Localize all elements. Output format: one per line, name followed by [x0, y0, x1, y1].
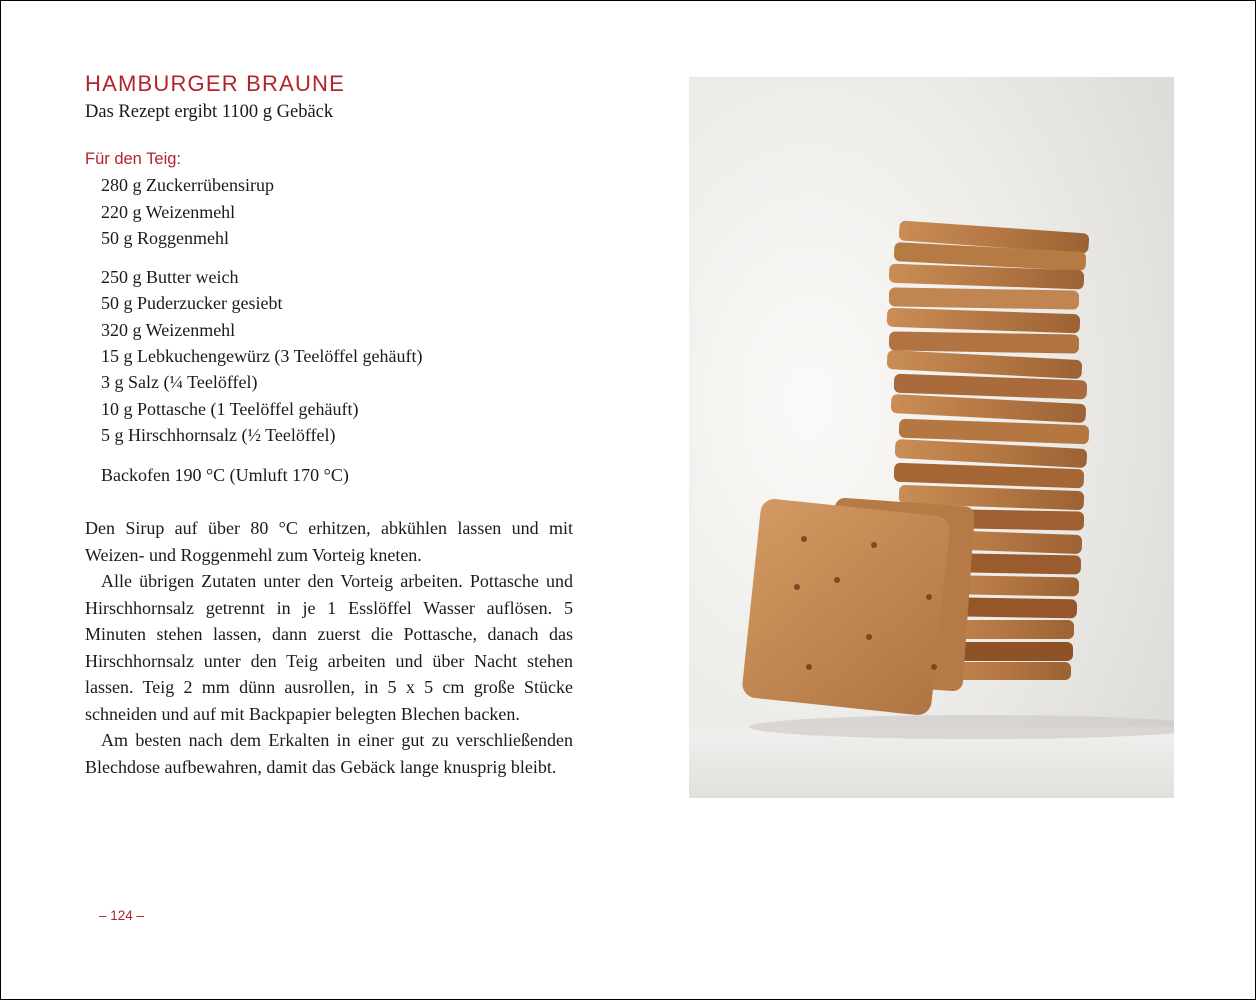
ingredient-item: 50 g Puderzucker gesiebt: [101, 293, 283, 313]
ingredient-item: 50 g Roggenmehl: [101, 228, 229, 248]
cookie-stack-photo: [689, 77, 1174, 798]
instruction-paragraph: Am besten nach dem Erkalten in einer gut zu verschließenden Blechdose aufbewahren, damit das Gebäck lange knusprig bleibt.: [85, 730, 573, 777]
leaning-crackers: [741, 497, 975, 716]
ingredient-item: 320 g Weizenmehl: [101, 320, 236, 340]
ingredient-item: 3 g Salz (¼ Teelöffel): [101, 372, 258, 392]
instruction-paragraph: Alle übrigen Zutaten unter den Vorteig arbeiten. Pottasche und Hirschhornsalz getrennt in je 1 Esslöffel Wasser auflösen. 5 Minuten stehen lassen, dann zuerst die Pottasche, danach das Hirschhornsalz unter den Teig arbeiten und über Nacht stehen lassen. Teig 2 mm dünn ausrollen, in 5 x 5 cm große Stücke schneiden und auf mit Backpapier belegten Blechen backen.: [85, 571, 573, 724]
ingredient-item: 250 g Butter weich: [101, 267, 239, 287]
recipe-yield: Das Rezept ergibt 1100 g Gebäck: [85, 102, 334, 122]
oven-temperature: Backofen 190 °C (Umluft 170 °C): [101, 465, 349, 485]
ingredient-item: 280 g Zuckerrübensirup: [101, 175, 274, 195]
dough-label: Für den Teig:: [85, 150, 182, 168]
instruction-paragraph: Den Sirup auf über 80 °C erhitzen, abkühlen lassen und mit Weizen- und Roggenmehl zum Vorteig kneten.: [85, 518, 573, 565]
instructions: [85, 515, 573, 780]
ingredient-item: 220 g Weizenmehl: [101, 202, 236, 222]
ingredient-item: 5 g Hirschhornsalz (½ Teelöffel): [101, 425, 336, 445]
ingredient-item: 15 g Lebkuchengewürz (3 Teelöffel gehäuft): [101, 346, 423, 366]
page-number: – 124 –: [99, 908, 145, 923]
recipe-title: HAMBURGER BRAUNE: [85, 71, 346, 96]
ingredient-item: 10 g Pottasche (1 Teelöffel gehäuft): [101, 399, 359, 419]
